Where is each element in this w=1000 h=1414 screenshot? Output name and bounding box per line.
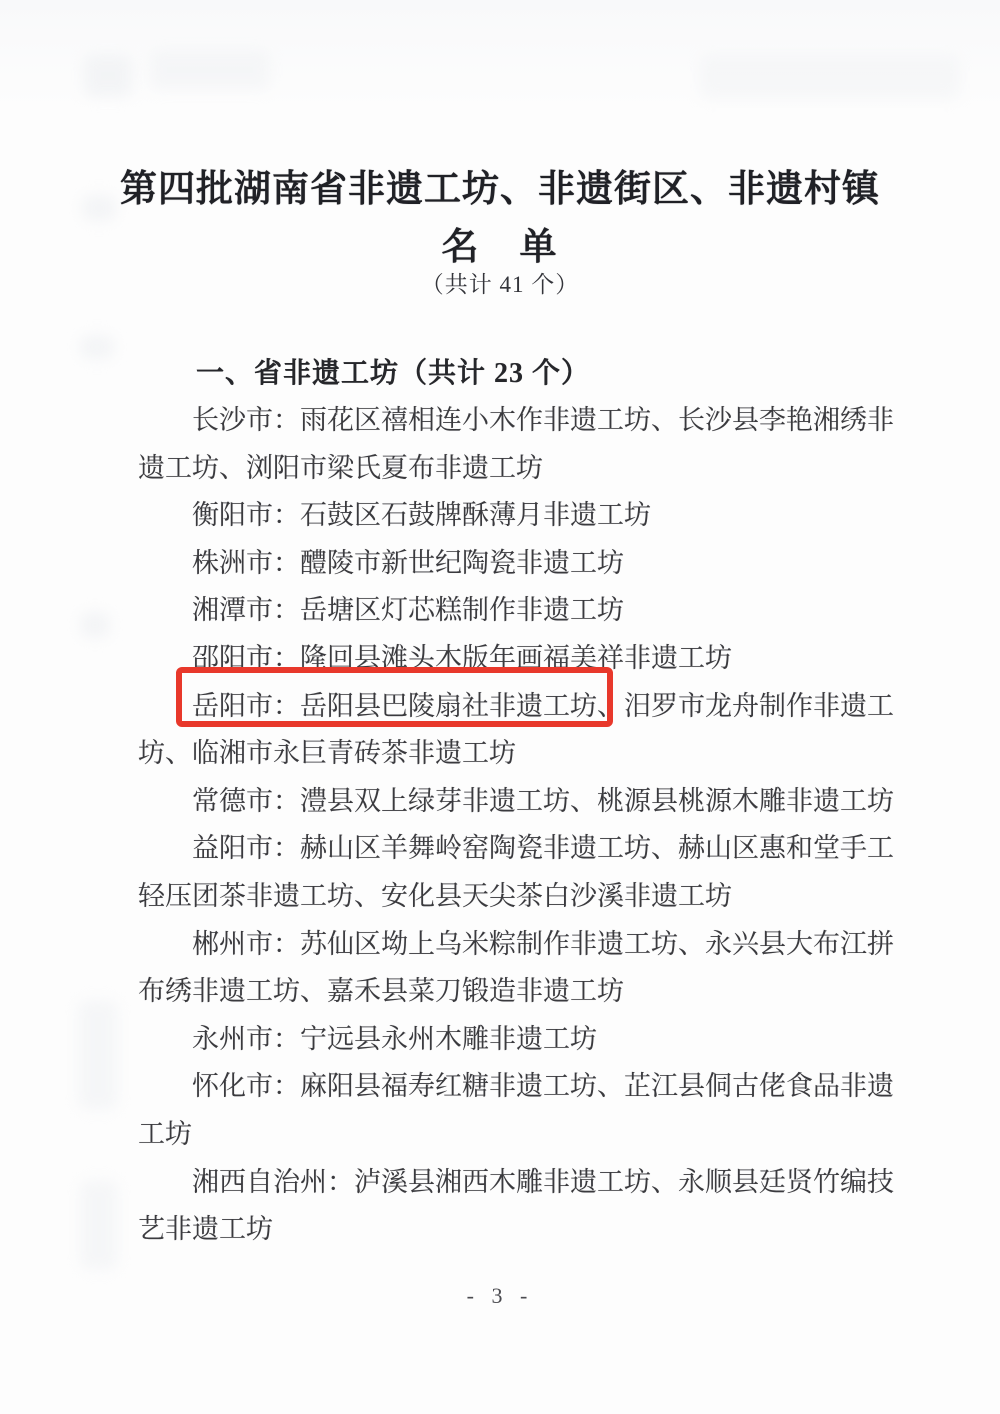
workshop-entry [138, 540, 910, 588]
workshop-items: 醴陵市新世纪陶瓷非遗工坊 [300, 547, 624, 578]
workshop-items: 隆回县滩头木版年画福美祥非遗工坊 [300, 642, 732, 673]
scan-artifact [84, 55, 132, 97]
workshop-entry [138, 397, 910, 492]
workshop-entry [138, 1016, 910, 1064]
workshop-entry [138, 587, 910, 635]
city-name: 永州市： [192, 1023, 300, 1054]
scan-haze [0, 0, 1000, 120]
city-name: 邵阳市： [192, 642, 300, 673]
city-name: 郴州市： [192, 928, 300, 959]
workshop-items: 岳塘区灯芯糕制作非遗工坊 [300, 595, 624, 626]
document-subtitle: （共计 41 个） [420, 272, 580, 297]
workshop-entry [138, 635, 910, 683]
city-name: 衡阳市： [192, 500, 300, 531]
workshop-items: 麻阳县福寿红糖非遗工坊、芷江县侗古佬食品非遗工坊 [138, 1071, 894, 1149]
city-name: 湘潭市： [192, 595, 300, 626]
city-name: 株洲市： [192, 547, 300, 578]
workshop-items: 宁远县永州木雕非遗工坊 [300, 1023, 597, 1054]
workshop-entry [138, 1159, 910, 1254]
workshop-items: 雨花区禧相连小木作非遗工坊、长沙县李艳湘绣非遗工坊、浏阳市梁氏夏布非遗工坊 [138, 405, 894, 483]
workshop-entry [138, 1063, 910, 1158]
city-name: 怀化市： [192, 1071, 300, 1102]
scan-artifact [700, 55, 960, 100]
city-name: 益阳市： [192, 833, 300, 864]
page-number: - 3 - [466, 1283, 534, 1308]
workshop-items: 澧县双上绿芽非遗工坊、桃源县桃源木雕非遗工坊 [300, 785, 894, 816]
workshop-items: 赫山区羊舞岭窑陶瓷非遗工坊、赫山区惠和堂手工轻压团茶非遗工坊、安化县天尖茶白沙溪非遗工坊 [138, 833, 894, 911]
scan-artifact [80, 612, 110, 638]
workshop-entry [138, 683, 910, 778]
scan-artifact [78, 1000, 118, 1110]
workshop-entry [138, 492, 910, 540]
city-name: 湘西自治州： [192, 1166, 354, 1197]
workshop-items: 岳阳县巴陵扇社非遗工坊、汨罗市龙舟制作非遗工坊、临湘市永巨青砖茶非遗工坊 [138, 690, 894, 769]
document-title-second-line: 名 单 [441, 227, 559, 268]
city-name: 岳阳市： [192, 690, 300, 721]
scan-artifact [80, 1180, 118, 1270]
workshop-items: 苏仙区坳上乌米粽制作非遗工坊、永兴县大布江拼布绣非遗工坊、嘉禾县菜刀锻造非遗工坊 [138, 928, 894, 1007]
scan-artifact [80, 335, 114, 359]
workshop-list [138, 397, 910, 1254]
workshop-items: 泸溪县湘西木雕非遗工坊、永顺县廷贤竹编技艺非遗工坊 [138, 1166, 894, 1245]
city-name: 长沙市： [192, 405, 300, 435]
scan-artifact [150, 50, 270, 90]
document-title: 第四批湖南省非遗工坊、非遗街区、非遗村镇 [120, 169, 880, 210]
city-name: 常德市： [192, 785, 300, 816]
workshop-items: 石鼓区石鼓牌酥薄月非遗工坊 [300, 500, 651, 531]
workshop-entry [138, 778, 910, 826]
workshop-entry [138, 921, 910, 1016]
workshop-entry [138, 825, 910, 920]
section-heading: 一、省非遗工坊（共计 23 个） [196, 358, 591, 389]
